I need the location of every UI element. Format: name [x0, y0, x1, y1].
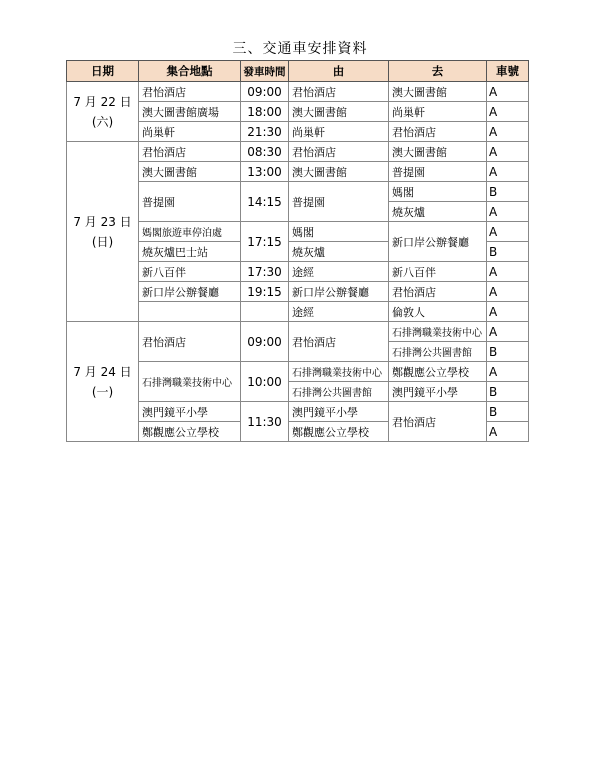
bus-cell: A — [487, 302, 529, 322]
from-cell: 石排灣職業技術中心 — [289, 362, 389, 382]
time-cell — [241, 302, 289, 322]
time-cell: 13:00 — [241, 162, 289, 182]
bus-cell: A — [487, 162, 529, 182]
to-cell: 新八百伴 — [389, 262, 487, 282]
place-cell — [139, 302, 241, 322]
place-cell: 鄭觀應公立學校 — [139, 422, 241, 442]
bus-cell: A — [487, 122, 529, 142]
to-cell: 澳大圖書館 — [389, 142, 487, 162]
from-cell: 石排灣公共圖書館 — [289, 382, 389, 402]
weekday-label: (日) — [91, 234, 114, 249]
header-row — [67, 61, 529, 82]
date-cell — [67, 142, 139, 322]
to-cell: 尚巢軒 — [389, 102, 487, 122]
to-cell: 澳大圖書館 — [389, 82, 487, 102]
bus-cell: A — [487, 262, 529, 282]
bus-cell: A — [487, 322, 529, 342]
to-cell: 燒灰爐 — [389, 202, 487, 222]
place-cell: 石排灣職業技術中心 — [139, 362, 241, 402]
to-cell: 新口岸公辦餐廳 — [389, 222, 487, 262]
weekday-label: (六) — [91, 114, 114, 129]
to-cell: 石排灣公共圖書館 — [389, 342, 487, 362]
place-cell: 媽閣旅遊車停泊處 — [139, 222, 241, 242]
header-time: 發車時間 — [241, 61, 289, 82]
date-cell — [67, 322, 139, 442]
date-label: 7 月 23 日 — [73, 214, 132, 229]
place-cell: 燒灰爐巴士站 — [139, 242, 241, 262]
date-label: 7 月 22 日 — [73, 94, 132, 109]
from-cell: 尚巢軒 — [289, 122, 389, 142]
bus-cell: A — [487, 102, 529, 122]
time-cell: 14:15 — [241, 182, 289, 222]
place-cell: 君怡酒店 — [139, 322, 241, 362]
place-cell: 澳大圖書館廣場 — [139, 102, 241, 122]
date-label: 7 月 24 日 — [73, 364, 132, 379]
table-row — [67, 322, 529, 342]
time-cell: 17:15 — [241, 222, 289, 262]
bus-cell: B — [487, 342, 529, 362]
bus-cell: B — [487, 382, 529, 402]
from-cell: 燒灰爐 — [289, 242, 389, 262]
header-place: 集合地點 — [139, 61, 241, 82]
place-cell: 普提園 — [139, 182, 241, 222]
place-cell: 新口岸公辦餐廳 — [139, 282, 241, 302]
from-cell: 澳大圖書館 — [289, 102, 389, 122]
place-cell: 君怡酒店 — [139, 82, 241, 102]
bus-cell: A — [487, 422, 529, 442]
weekday-label: (一) — [91, 384, 114, 399]
time-cell: 08:30 — [241, 142, 289, 162]
from-cell: 鄭觀應公立學校 — [289, 422, 389, 442]
place-cell: 君怡酒店 — [139, 142, 241, 162]
bus-cell: A — [487, 282, 529, 302]
bus-cell: B — [487, 182, 529, 202]
page-title: 三、交通車安排資料 — [232, 41, 368, 57]
from-cell: 君怡酒店 — [289, 322, 389, 362]
place-cell: 澳門鏡平小學 — [139, 402, 241, 422]
to-cell: 媽閣 — [389, 182, 487, 202]
to-cell: 普提園 — [389, 162, 487, 182]
bus-cell: A — [487, 202, 529, 222]
time-cell: 17:30 — [241, 262, 289, 282]
bus-cell: A — [487, 222, 529, 242]
to-cell: 石排灣職業技術中心 — [389, 322, 487, 342]
from-cell: 普提園 — [289, 182, 389, 222]
place-cell: 澳大圖書館 — [139, 162, 241, 182]
from-cell: 途經 — [289, 302, 389, 322]
header-from: 由 — [289, 61, 389, 82]
from-cell: 澳大圖書館 — [289, 162, 389, 182]
table-row — [67, 142, 529, 162]
time-cell: 19:15 — [241, 282, 289, 302]
to-cell: 君怡酒店 — [389, 402, 487, 442]
place-cell: 新八百伴 — [139, 262, 241, 282]
to-cell: 君怡酒店 — [389, 122, 487, 142]
from-cell: 君怡酒店 — [289, 142, 389, 162]
bus-cell: A — [487, 82, 529, 102]
from-cell: 新口岸公辦餐廳 — [289, 282, 389, 302]
time-cell: 09:00 — [241, 322, 289, 362]
to-cell: 澳門鏡平小學 — [389, 382, 487, 402]
transport-schedule-table — [66, 60, 529, 442]
time-cell: 18:00 — [241, 102, 289, 122]
header-date: 日期 — [67, 61, 139, 82]
header-bus: 車號 — [487, 61, 529, 82]
time-cell: 11:30 — [241, 402, 289, 442]
place-cell: 尚巢軒 — [139, 122, 241, 142]
time-cell: 09:00 — [241, 82, 289, 102]
bus-cell: B — [487, 402, 529, 422]
from-cell: 途經 — [289, 262, 389, 282]
bus-cell: A — [487, 142, 529, 162]
to-cell: 倫敦人 — [389, 302, 487, 322]
to-cell: 鄭觀應公立學校 — [389, 362, 487, 382]
from-cell: 媽閣 — [289, 222, 389, 242]
date-cell — [67, 82, 139, 142]
header-to: 去 — [389, 61, 487, 82]
from-cell: 澳門鏡平小學 — [289, 402, 389, 422]
bus-cell: B — [487, 242, 529, 262]
time-cell: 10:00 — [241, 362, 289, 402]
time-cell: 21:30 — [241, 122, 289, 142]
to-cell: 君怡酒店 — [389, 282, 487, 302]
table-row — [67, 82, 529, 102]
from-cell: 君怡酒店 — [289, 82, 389, 102]
bus-cell: A — [487, 362, 529, 382]
